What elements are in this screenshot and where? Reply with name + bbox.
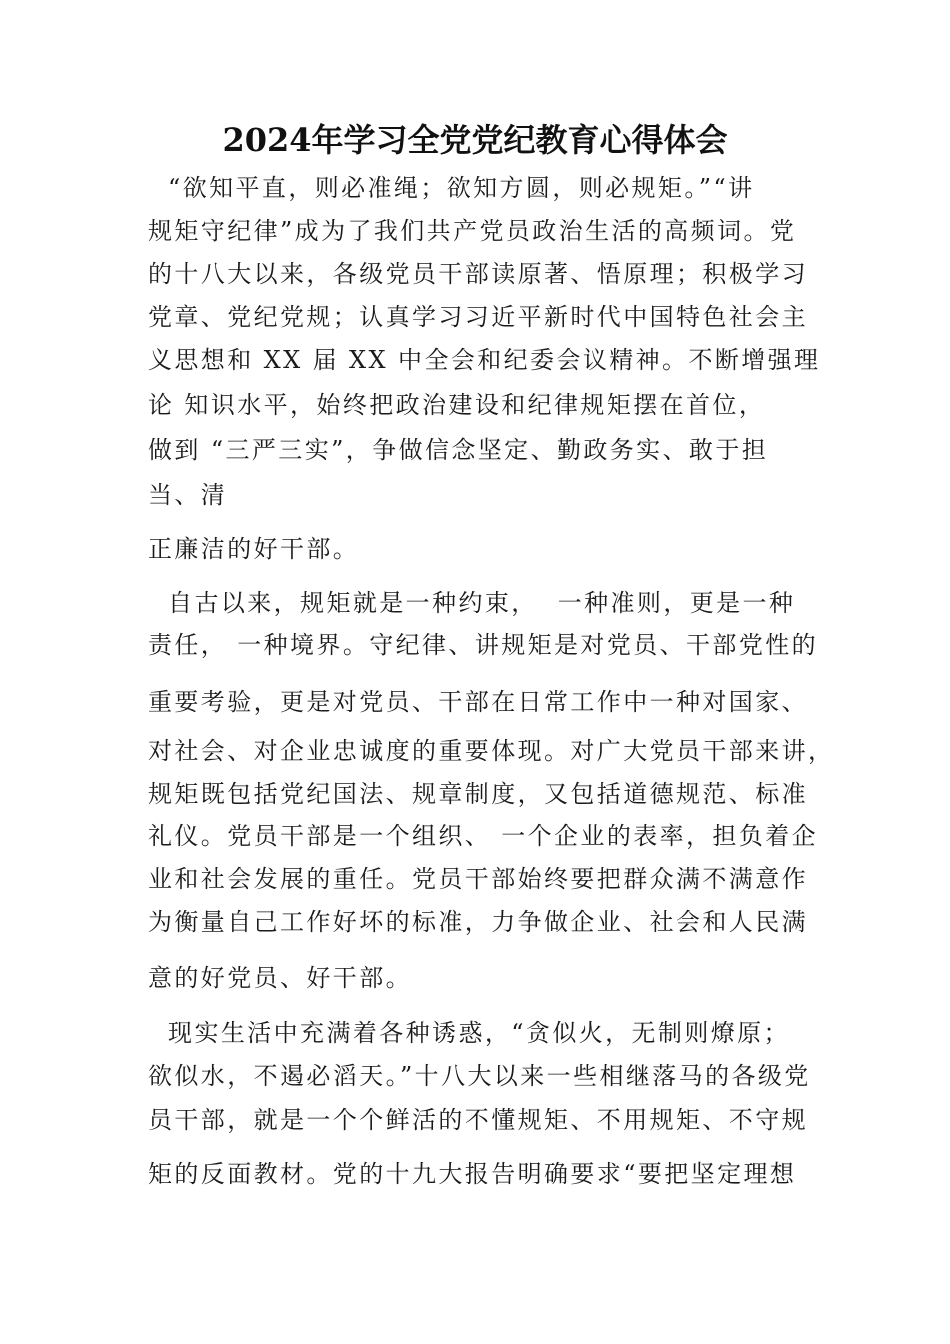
paragraph-1-line-3: 的十八大以来，各级党员干部读原著、悟原理；积极学习 [148,260,808,288]
document-title: 2024年学习全党党纪教育心得体会 [222,121,728,159]
paragraph-2-line-1: 自古以来，规矩就是一种约束， 一种准则，更是一种 [148,589,796,617]
paragraph-1-line-6: 论 知识水平，始终把政治建设和纪律规矩摆在首位， [148,391,766,419]
paragraph-2-line-2: 责任， 一种境界。守纪律、讲规矩是对党员、干部党性的 [148,631,819,659]
paragraph-3-line-2: 欲似水，不遏必滔天。”十八大以来一些相继落马的各级党 [148,1062,811,1090]
paragraph-3-line-3: 员干部，就是一个个鲜活的不懂规矩、不用规矩、不守规 [148,1106,808,1134]
paragraph-1-line-5: 义思想和 XX 届 XX 中全会和纪委会议精神。不断增强理 [148,346,821,374]
paragraph-2-line-9: 意的好党员、好干部。 [148,964,412,992]
paragraph-3-line-4: 矩的反面教材。党的十九大报告明确要求“要把坚定理想 [148,1160,797,1188]
paragraph-2-line-4: 对社会、对企业忠诚度的重要体现。对广大党员干部来讲， [148,737,835,765]
paragraph-3-line-1: 现实生活中充满着各种诱惑，“贪似火，无制则燎原； [148,1019,790,1047]
paragraph-1-line-1: “欲知平直，则必准绳；欲知方圆，则必规矩。”“讲 [148,174,755,202]
paragraph-1-line-4: 党章、党纪党规；认真学习习近平新时代中国特色社会主 [148,303,808,331]
paragraph-1-line-2: 规矩守纪律”成为了我们共产党员政治生活的高频词。党 [148,217,797,245]
paragraph-1-line-7: 做到 “三严三实”，争做信念坚定、勤政务实、敢于担 [148,436,769,464]
paragraph-1-line-8: 当、清 [148,481,228,509]
paragraph-2-line-5: 规矩既包括党纪国法、规章制度，又包括道德规范、标准 [148,780,808,808]
paragraph-1-tail: 正廉洁的好干部。 [148,535,360,563]
paragraph-2-line-8: 为衡量自己工作好坏的标准，力争做企业、社会和人民满 [148,908,808,936]
paragraph-2-line-7: 业和社会发展的重任。党员干部始终要把群众满不满意作 [148,865,808,893]
paragraph-2-line-3: 重要考验，更是对党员、干部在日常工作中一种对国家、 [148,688,808,716]
paragraph-2-line-6: 礼仪。党员干部是一个组织、 一个企业的表率，担负着企 [148,822,819,850]
